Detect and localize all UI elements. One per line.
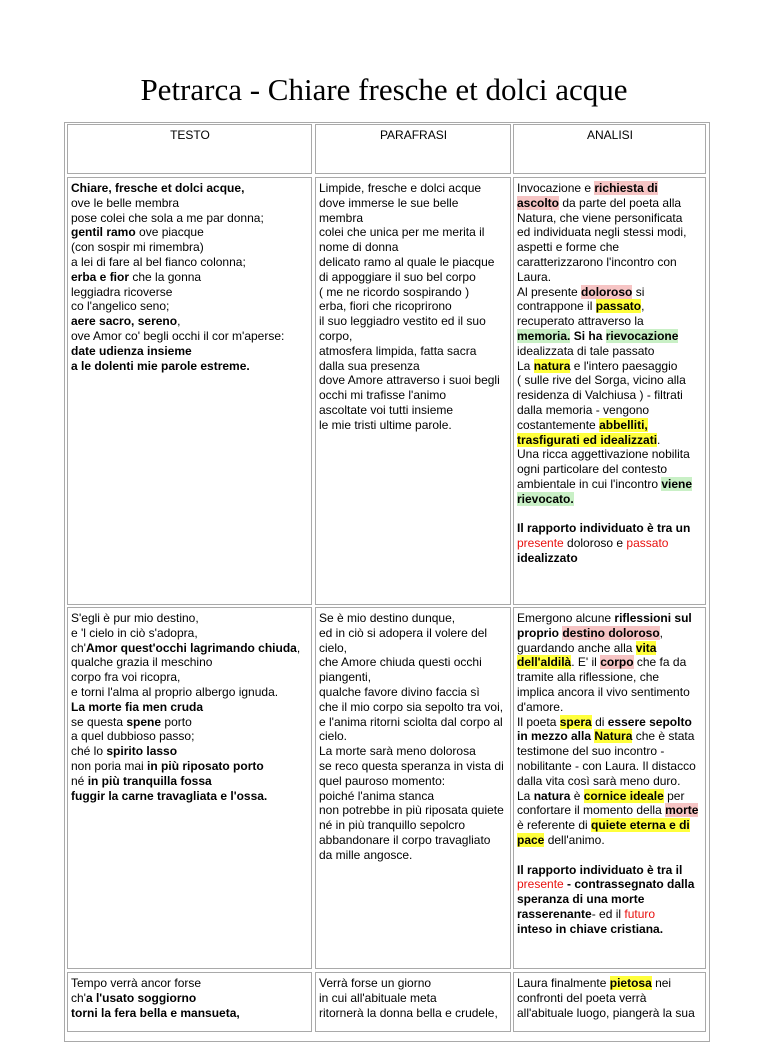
text-line xyxy=(71,299,309,314)
text-run: ogni particolare del contesto xyxy=(517,462,668,477)
text-line xyxy=(71,774,309,789)
stanza-1-parafrasi-cell xyxy=(315,177,511,605)
text-line xyxy=(71,715,309,730)
stanza-2-analisi-cell xyxy=(513,607,706,969)
text-run: se questa xyxy=(71,714,127,729)
text-run: implica ancora il vivo sentimento xyxy=(517,684,690,699)
text-line xyxy=(71,285,309,300)
text-run: , xyxy=(641,299,645,314)
bold-phrase: Amor quest'occhi lagrimando chiuda xyxy=(85,640,297,655)
text-run: da parte del poeta alla xyxy=(559,195,682,210)
text-line: atmosfera limpida, fatta sacra xyxy=(319,343,477,358)
text-run: . E' il xyxy=(571,655,601,670)
text-run: ché lo xyxy=(71,744,107,759)
text-run: non poria mai xyxy=(71,758,148,773)
text-line: da mille angosce. xyxy=(319,847,413,862)
highlighted-phrase: natura xyxy=(533,358,571,373)
text-run: Emergono alcune xyxy=(517,611,615,625)
keyword-red: passato xyxy=(626,536,669,551)
text-run: e l'intero paesaggio xyxy=(570,358,678,373)
text-line: ed in ciò si adopera il volere del xyxy=(319,625,488,640)
highlighted-phrase: memoria. xyxy=(517,328,571,343)
text-line xyxy=(517,892,703,907)
keyword-red: presente xyxy=(517,877,564,892)
text-line xyxy=(517,729,703,744)
text-run: co l'angelico seno; xyxy=(71,299,170,314)
text-run: che fa da xyxy=(633,655,687,670)
text-run: guardando anche alla xyxy=(517,640,636,655)
text-line xyxy=(71,670,309,685)
text-run: dalla vita così sarà meno duro. xyxy=(517,773,681,788)
text-line xyxy=(517,700,703,715)
text-line xyxy=(517,225,703,240)
text-line: nome di donna xyxy=(319,240,399,255)
text-run: d'amore. xyxy=(517,699,564,714)
highlighted-phrase: passato xyxy=(595,299,642,314)
text-line xyxy=(517,403,703,418)
text-line xyxy=(71,329,309,344)
bold-phrase: idealizzato xyxy=(517,550,578,565)
bold-phrase: in più tranquilla fossa xyxy=(87,773,212,788)
text-line xyxy=(71,270,309,285)
bold-phrase: aere sacro, sereno xyxy=(71,314,178,329)
text-run: leggiadra ricoverse xyxy=(71,284,173,299)
text-line: poiché l'anima stanca xyxy=(319,788,435,803)
text-run: costantemente xyxy=(517,417,600,432)
text-run: Tempo verrà ancor forse xyxy=(71,976,202,990)
text-line: quel pauroso momento: xyxy=(319,773,446,788)
text-run: e torni l'alma al proprio albergo ignuda. xyxy=(71,684,279,699)
bold-phrase: Chiare, fresche et dolci acque, xyxy=(71,181,245,195)
bold-phrase: in mezzo alla xyxy=(517,729,595,744)
text-line xyxy=(71,344,309,359)
stanza-2-testo-cell xyxy=(67,607,312,969)
text-line xyxy=(517,373,703,388)
text-line xyxy=(517,344,703,359)
text-line: abbandonare il corpo travagliato xyxy=(319,832,491,847)
bold-phrase: Il rapporto individuato è tra il xyxy=(517,862,683,877)
keyword-red: futuro xyxy=(624,906,656,921)
text-run: si xyxy=(632,284,645,299)
text-line: colei che unica per me merita il xyxy=(319,225,485,240)
bold-phrase: torni la fera bella e mansueta, xyxy=(71,1005,240,1020)
text-line: il suo leggiadro vestito ed il suo xyxy=(319,314,486,329)
highlighted-phrase: pietosa xyxy=(609,976,652,990)
highlighted-phrase: trasfigurati ed idealizzati xyxy=(517,432,658,447)
text-run: né xyxy=(71,773,88,788)
text-run: , xyxy=(177,314,181,329)
text-line xyxy=(71,626,309,641)
text-line xyxy=(517,991,703,1006)
text-line xyxy=(517,551,703,566)
bold-phrase: rasserenante xyxy=(517,906,592,921)
bold-phrase: spene xyxy=(126,714,162,729)
text-line: che Amore chiuda questi occhi xyxy=(319,655,482,670)
stanza-2-parafrasi-cell xyxy=(315,607,511,969)
text-line xyxy=(71,759,309,774)
text-line: membra xyxy=(319,210,364,225)
text-line: qualche favore divino faccia sì xyxy=(319,684,480,699)
text-line xyxy=(517,255,703,270)
header-testo: TESTO xyxy=(67,124,312,174)
text-run: . xyxy=(657,432,661,447)
text-line xyxy=(517,789,703,804)
highlighted-phrase: doloroso xyxy=(581,284,633,299)
paragraph-gap xyxy=(517,848,703,863)
text-line xyxy=(517,641,703,656)
text-line xyxy=(517,521,703,536)
text-line: ritornerà la donna bella e crudele, xyxy=(319,1005,498,1020)
text-line: le mie tristi ultime parole. xyxy=(319,417,452,432)
text-line xyxy=(71,181,309,196)
highlighted-phrase: destino doloroso xyxy=(562,625,660,640)
text-line xyxy=(517,863,703,878)
text-line xyxy=(517,240,703,255)
text-run: tramite alla riflessione, che xyxy=(517,670,660,685)
text-line xyxy=(517,462,703,477)
text-line xyxy=(71,196,309,211)
text-run: dalla memoria - vengono xyxy=(517,402,650,417)
text-line: erba, fiori che ricoprirono xyxy=(319,299,452,314)
text-line: in cui all'abituale meta xyxy=(319,990,437,1005)
text-run: è referente di xyxy=(517,818,592,833)
text-run: all'abituale luogo, piangerà la sua xyxy=(517,1005,695,1020)
text-line xyxy=(517,744,703,759)
text-run: ove piacque xyxy=(135,225,204,240)
text-line: che il mio corpo sia sepolto tra voi, xyxy=(319,699,504,714)
text-run: Al presente xyxy=(517,284,582,299)
text-line xyxy=(517,359,703,374)
text-line xyxy=(517,196,703,211)
text-run: residenza di Valchiusa ) - filtrati xyxy=(517,388,683,403)
text-line xyxy=(517,181,703,196)
bold-phrase: a le dolenti mie parole estreme. xyxy=(71,358,250,373)
highlighted-phrase: viene xyxy=(661,476,693,491)
text-line: corpo, xyxy=(319,328,353,343)
text-run: caratterizzarono l'incontro con xyxy=(517,254,677,269)
text-line: di appoggiare il suo bel corpo xyxy=(319,269,476,284)
text-run: La xyxy=(517,788,534,803)
text-run: a lei di fare al bel fianco colonna; xyxy=(71,254,246,269)
text-line xyxy=(71,225,309,240)
highlighted-phrase: richiesta di xyxy=(594,181,658,195)
text-line: Verrà forse un giorno xyxy=(319,976,432,990)
text-line xyxy=(517,388,703,403)
text-run: testimone del suo incontro - xyxy=(517,744,665,759)
text-run: , xyxy=(659,625,664,640)
highlighted-phrase: dell'aldilà xyxy=(517,655,572,670)
text-line xyxy=(71,991,309,1006)
text-line xyxy=(71,211,309,226)
text-run: confronti del poeta verrà xyxy=(517,990,647,1005)
highlighted-phrase: rievocato. xyxy=(517,491,574,506)
text-line: cielo, xyxy=(319,640,348,655)
highlighted-phrase: corpo xyxy=(600,655,634,670)
text-run: e 'l cielo in ciò s'adopra, xyxy=(71,625,198,640)
text-line xyxy=(517,670,703,685)
text-line xyxy=(517,833,703,848)
text-line: La morte sarà meno dolorosa xyxy=(319,744,476,759)
text-run: (con sospir mi rimembra) xyxy=(71,240,204,255)
bold-phrase: fuggir la carne travagliata e l'ossa. xyxy=(71,788,268,803)
text-line: Se è mio destino dunque, xyxy=(319,611,456,625)
text-run: corpo fra voi ricopra, xyxy=(71,670,181,685)
text-line xyxy=(71,1006,309,1021)
text-run: ambientale in cui l'incontro xyxy=(517,476,662,491)
bold-phrase: - contrassegnato dalla xyxy=(563,877,695,892)
text-run: dell'animo. xyxy=(544,832,605,847)
text-run: Invocazione e xyxy=(517,181,595,195)
text-line: ascoltate voi tutti insieme xyxy=(319,402,454,417)
bold-phrase: a l'usato soggiorno xyxy=(85,990,197,1005)
bold-phrase: spirito lasso xyxy=(106,744,178,759)
text-run: è xyxy=(570,788,584,803)
text-run: che è stata xyxy=(632,729,695,744)
bold-phrase: erba e fior xyxy=(71,269,130,284)
text-line xyxy=(517,536,703,551)
text-run: ove le belle membra xyxy=(71,195,180,210)
bold-phrase: in più riposato porto xyxy=(147,758,264,773)
header-parafrasi: PARAFRASI xyxy=(315,124,511,174)
text-line: delicato ramo al quale le piacque xyxy=(319,254,495,269)
text-run: doloroso e xyxy=(563,536,627,551)
bold-phrase: date udienza insieme xyxy=(71,343,192,358)
text-line xyxy=(517,818,703,833)
text-line: piangenti, xyxy=(319,670,372,685)
text-line: dove immerse le sue belle xyxy=(319,195,459,210)
text-line xyxy=(71,976,309,991)
text-line xyxy=(517,477,703,492)
text-run: che la gonna xyxy=(129,269,202,284)
bold-phrase: speranza di una morte xyxy=(517,892,645,907)
text-run: porto xyxy=(161,714,192,729)
text-line xyxy=(517,418,703,433)
text-run: di xyxy=(591,714,608,729)
text-run: , xyxy=(296,640,301,655)
text-line: Limpide, fresche e dolci acque xyxy=(319,181,482,195)
text-line xyxy=(517,270,703,285)
text-line xyxy=(517,1006,703,1021)
text-run: recuperato attraverso la xyxy=(517,314,644,329)
text-run: confortare il momento della xyxy=(517,803,666,818)
text-line: né in più tranquillo sepolcro xyxy=(319,818,466,833)
highlighted-phrase: ascolto xyxy=(517,195,560,210)
text-line xyxy=(71,314,309,329)
bold-phrase: essere sepolto xyxy=(607,714,692,729)
text-line xyxy=(71,789,309,804)
text-line xyxy=(517,877,703,892)
text-line xyxy=(71,240,309,255)
stanza-3-testo-cell xyxy=(67,972,312,1032)
text-run: per xyxy=(663,788,685,803)
text-run: aspetti e forme che xyxy=(517,240,620,255)
text-run: - ed il xyxy=(591,906,625,921)
text-line: dalla sua presenza xyxy=(319,358,420,373)
text-line: dove Amore attraverso i suoi begli xyxy=(319,373,500,388)
highlighted-phrase: Natura xyxy=(594,729,633,744)
text-line xyxy=(517,774,703,789)
bold-phrase: La morte fia men cruda xyxy=(71,699,204,714)
text-run: ch' xyxy=(71,990,86,1005)
highlighted-phrase: pace xyxy=(517,832,545,847)
text-run: a quel dubbioso passo; xyxy=(71,729,195,744)
document-title: Petrarca - Chiare fresche et dolci acque xyxy=(140,72,628,107)
text-line xyxy=(517,447,703,462)
keyword-red: presente xyxy=(517,536,564,551)
bold-phrase: natura xyxy=(533,788,571,803)
text-run: Il poeta xyxy=(517,714,560,729)
text-run: ( sulle rive del Sorga, vicino alla xyxy=(517,373,686,388)
highlighted-phrase: morte xyxy=(665,803,699,818)
header-analisi: ANALISI xyxy=(513,124,706,174)
text-line xyxy=(71,744,309,759)
text-run: Una ricca aggettivazione nobilita xyxy=(517,447,690,462)
bold-phrase: proprio xyxy=(517,625,563,640)
highlighted-phrase: vita xyxy=(635,640,657,655)
text-line xyxy=(71,729,309,744)
text-run: Laura. xyxy=(517,269,552,284)
text-line xyxy=(517,922,703,937)
text-run: idealizzata di tale passato xyxy=(517,343,655,358)
text-line xyxy=(517,759,703,774)
bold-phrase: Si ha xyxy=(573,328,606,343)
bold-phrase: inteso in chiave cristiana. xyxy=(517,921,664,936)
text-line xyxy=(517,976,703,991)
text-line xyxy=(517,685,703,700)
text-line: ( me ne ricordo sospirando ) xyxy=(319,284,470,299)
stanza-3-analisi-cell xyxy=(513,972,706,1032)
text-line xyxy=(71,641,309,656)
text-line xyxy=(71,611,309,626)
text-run: nei xyxy=(651,976,672,990)
text-line xyxy=(517,314,703,329)
text-line: se reco questa speranza in vista di xyxy=(319,758,504,773)
text-run: Natura, che viene personificata xyxy=(517,210,683,225)
text-run: contrappone il xyxy=(517,299,596,314)
text-line xyxy=(71,255,309,270)
text-line xyxy=(517,285,703,300)
text-run: ch' xyxy=(71,640,86,655)
text-line: occhi mi trafisse l'animo xyxy=(319,388,446,403)
highlighted-phrase: abbelliti, xyxy=(599,417,648,432)
highlighted-phrase: spera xyxy=(559,714,592,729)
text-run: qualche grazia il meschino xyxy=(71,655,213,670)
highlighted-phrase: cornice ideale xyxy=(583,788,664,803)
text-run: La xyxy=(517,358,534,373)
text-line xyxy=(71,655,309,670)
text-line xyxy=(71,700,309,715)
text-run: ed individuata negli stessi modi, xyxy=(517,225,687,240)
text-line: non potrebbe in più riposata quiete xyxy=(319,803,504,818)
text-line xyxy=(517,803,703,818)
text-run: Laura finalmente xyxy=(517,976,610,990)
stanza-1-analisi-cell xyxy=(513,177,706,605)
text-line xyxy=(517,299,703,314)
text-line xyxy=(517,655,703,670)
text-line xyxy=(71,359,309,374)
text-line: e l'anima ritorni sciolta dal corpo al xyxy=(319,714,503,729)
text-line xyxy=(517,492,703,507)
text-run: ove Amor co' begli occhi il cor m'aperse: xyxy=(71,328,285,343)
text-line xyxy=(517,611,703,626)
text-line xyxy=(517,329,703,344)
text-run: nobilitante - con Laura. Il distacco xyxy=(517,758,696,773)
paragraph-gap xyxy=(517,507,703,522)
stanza-3-parafrasi-cell xyxy=(315,972,511,1032)
stanza-1-testo-cell xyxy=(67,177,312,605)
text-line xyxy=(517,715,703,730)
bold-phrase: riflessioni sul xyxy=(614,611,692,625)
text-line xyxy=(517,626,703,641)
text-line xyxy=(517,211,703,226)
text-line xyxy=(71,685,309,700)
text-run: pose colei che sola a me par donna; xyxy=(71,210,264,225)
highlighted-phrase: rievocazione xyxy=(605,328,679,343)
bold-phrase: gentil ramo xyxy=(71,225,136,240)
bold-phrase: Il rapporto individuato è tra un xyxy=(517,521,691,536)
text-run: S'egli è pur mio destino, xyxy=(71,611,199,625)
text-line: cielo. xyxy=(319,729,348,744)
text-line xyxy=(517,433,703,448)
highlighted-phrase: quiete eterna e di xyxy=(591,818,690,833)
text-line xyxy=(517,907,703,922)
